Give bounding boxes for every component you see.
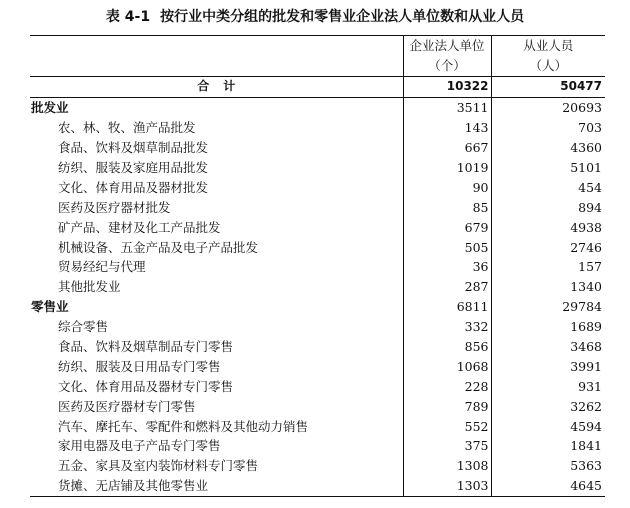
table-row — [30, 337, 605, 357]
total-row — [30, 77, 605, 98]
industry-name: 汽车、摩托车、零配件和燃料及其他动力销售 — [58, 418, 309, 434]
enterprise-units: 1068 — [403, 356, 491, 376]
enterprise-units: 1019 — [403, 158, 491, 178]
table-row — [30, 118, 605, 138]
enterprise-units: 679 — [403, 217, 491, 237]
employee-count: 931 — [491, 376, 605, 396]
employee-count: 3468 — [491, 337, 605, 357]
enterprise-units: 85 — [403, 197, 491, 217]
employee-count: 5363 — [491, 456, 605, 476]
category-name: 零售业 — [31, 299, 69, 315]
table-row — [30, 376, 605, 396]
employee-count: 454 — [491, 177, 605, 197]
table-row — [30, 237, 605, 257]
industry-name: 食品、饮料及烟草制品批发 — [58, 140, 209, 156]
category-units: 3511 — [403, 97, 491, 117]
industry-name: 综合零售 — [58, 319, 109, 335]
industry-name: 矿产品、建材及化工产品批发 — [58, 219, 221, 235]
employee-count: 1340 — [491, 277, 605, 297]
table-row — [30, 317, 605, 337]
table-row — [30, 456, 605, 476]
employee-count: 4360 — [491, 138, 605, 158]
employee-count: 2746 — [491, 237, 605, 257]
enterprise-units: 375 — [403, 436, 491, 456]
enterprise-units: 856 — [403, 337, 491, 357]
category-employees: 29784 — [491, 297, 605, 317]
enterprise-units: 143 — [403, 118, 491, 138]
category-row — [30, 97, 605, 117]
industry-name: 货摊、无店铺及其他零售业 — [30, 476, 403, 496]
table-title — [30, 8, 600, 26]
table-row — [30, 277, 605, 297]
industry-name: 医药及医疗器材专门零售 — [58, 398, 196, 414]
header-units-line1: 企业法人单位 — [403, 36, 491, 57]
table-row — [30, 416, 605, 436]
category-name: 批发业 — [31, 100, 69, 116]
enterprise-units: 667 — [403, 138, 491, 158]
industry-name: 文化、体育用品及器材批发 — [58, 179, 209, 195]
employee-count: 5101 — [491, 158, 605, 178]
table-body — [30, 77, 605, 497]
enterprise-units: 90 — [403, 177, 491, 197]
table-row — [30, 356, 605, 376]
employee-count: 3991 — [491, 356, 605, 376]
industry-name: 机械设备、五金产品及电子产品批发 — [58, 239, 259, 255]
employee-count: 3262 — [491, 396, 605, 416]
enterprise-units: 228 — [403, 376, 491, 396]
total-units: 10322 — [403, 77, 491, 98]
enterprise-units: 505 — [403, 237, 491, 257]
table-row — [30, 396, 605, 416]
header-blank — [30, 36, 403, 57]
table-row — [30, 476, 605, 496]
employee-count: 4594 — [491, 416, 605, 436]
enterprise-units: 1308 — [403, 456, 491, 476]
industry-name: 其他批发业 — [58, 279, 121, 295]
industry-name: 纺织、服装及家庭用品批发 — [58, 160, 209, 175]
table-number: 表 4-1 — [105, 9, 151, 25]
table-row — [30, 436, 605, 456]
employee-count: 1841 — [491, 436, 605, 456]
table-row — [30, 177, 605, 197]
enterprise-units: 789 — [403, 396, 491, 416]
statistics-table — [30, 35, 605, 497]
table-row — [30, 138, 605, 158]
employee-count: 4645 — [491, 476, 605, 496]
header-units-line2: （个） — [403, 56, 491, 77]
industry-name: 医药及医疗器材批发 — [58, 199, 171, 215]
industry-name: 纺织、服装及日用品专门零售 — [58, 358, 221, 374]
employee-count: 703 — [491, 118, 605, 138]
table-row — [30, 217, 605, 237]
table-row — [30, 158, 605, 178]
table-header — [30, 36, 605, 77]
employee-count: 157 — [491, 257, 605, 277]
industry-name: 文化、体育用品及器材专门零售 — [58, 378, 234, 394]
category-row — [30, 297, 605, 317]
category-units: 6811 — [403, 297, 491, 317]
table-title-text: 按行业中类分组的批发和零售业企业法人单位数和从业人员 — [160, 9, 525, 25]
table-row — [30, 257, 605, 277]
table-row — [30, 197, 605, 217]
total-employees: 50477 — [491, 77, 605, 98]
employee-count: 1689 — [491, 317, 605, 337]
enterprise-units: 1303 — [403, 476, 491, 496]
enterprise-units: 332 — [403, 317, 491, 337]
industry-name: 食品、饮料及烟草制品专门零售 — [58, 339, 234, 355]
category-employees: 20693 — [491, 97, 605, 117]
header-blank-2 — [30, 56, 403, 77]
industry-name: 农、林、牧、渔产品批发 — [58, 120, 196, 136]
header-employees-line1: 从业人员 — [491, 36, 605, 57]
total-label: 合计 — [30, 77, 403, 98]
employee-count: 4938 — [491, 217, 605, 237]
header-employees-line2: （人） — [491, 56, 605, 77]
industry-name: 家用电器及电子产品专门零售 — [58, 438, 221, 454]
employee-count: 894 — [491, 197, 605, 217]
enterprise-units: 36 — [403, 257, 491, 277]
industry-name: 贸易经纪与代理 — [58, 259, 146, 275]
industry-name: 五金、家具及室内装饰材料专门零售 — [58, 458, 259, 474]
enterprise-units: 287 — [403, 277, 491, 297]
enterprise-units: 552 — [403, 416, 491, 436]
